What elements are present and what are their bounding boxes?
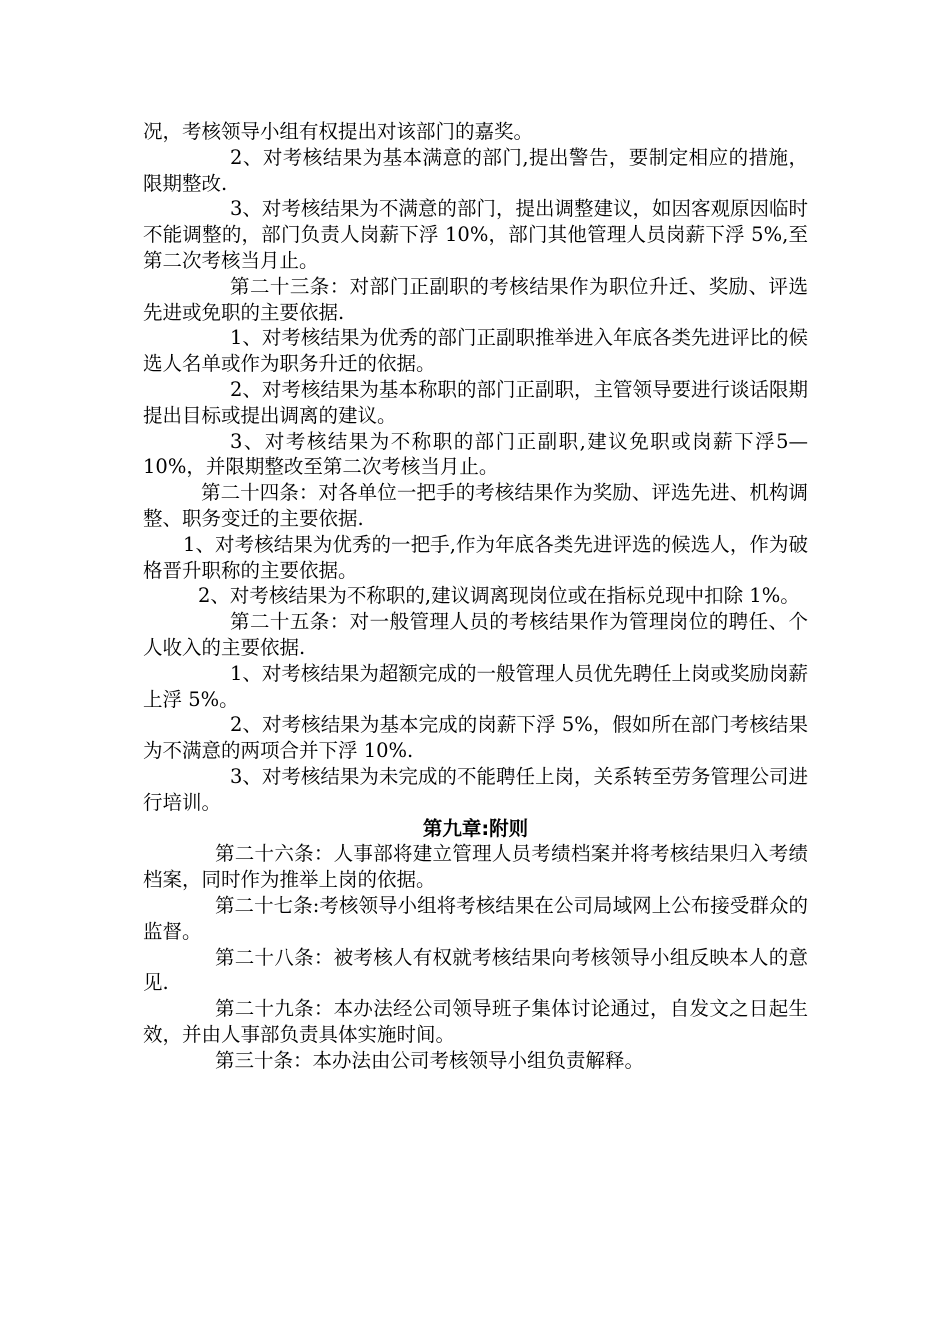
article-25: 第二十五条：对一般管理人员的考核结果作为管理岗位的聘任、个人收入的主要依据.: [143, 610, 808, 659]
chapter-heading: 第九章:附则: [422, 816, 529, 840]
article-25-item-3: 3、对考核结果为未完成的不能聘任上岗，关系转至劳务管理公司进行培训。: [143, 764, 808, 814]
document-page: [143, 119, 808, 1073]
paragraph-item-3-adjustment: 3、对考核结果为不满意的部门，提出调整建议，如因客观原因临时不能调整的，部门负责人岗薪下浮 10%，部门其他管理人员岗薪下浮 5%,至第二次考核当月止。: [143, 197, 808, 272]
article-23-item-2: 2、对考核结果为基本称职的部门正副职，主管领导要进行谈话限期提出目标或提出调离的建议。: [143, 377, 808, 427]
article-25-item-2: 2、对考核结果为基本完成的岗薪下浮 5%，假如所在部门考核结果为不满意的两项合并下浮 10%.: [143, 713, 808, 763]
article-24-item-1: 1、对考核结果为优秀的一把手,作为年底各类先进评选的候选人，作为破格晋升职称的主要依据。: [143, 532, 808, 582]
article-23-item-1: 1、对考核结果为优秀的部门正副职推举进入年底各类先进评比的候选人名单或作为职务升迁的依据。: [143, 326, 808, 376]
article-23: 第二十三条：对部门正副职的考核结果作为职位升迁、奖励、评选先进或免职的主要依据.: [143, 274, 808, 324]
article-23-item-3: 3、对考核结果为不称职的部门正副职,建议免职或岗薪下浮5—10%，并限期整改至第二次考核当月止。: [143, 429, 808, 479]
article-24-item-2: 2、对考核结果为不称职的,建议调离现岗位或在指标兑现中扣除 1%。: [198, 584, 800, 608]
article-28: 第二十八条：被考核人有权就考核结果向考核领导小组反映本人的意见.: [143, 945, 808, 995]
article-24: 第二十四条：对各单位一把手的考核结果作为奖励、评选先进、机构调整、职务变迁的主要依据.: [143, 481, 808, 530]
paragraph-item-2-warning: 2、对考核结果为基本满意的部门,提出警告，要制定相应的措施，限期整改.: [143, 145, 808, 195]
article-30: 第三十条：本办法由公司考核领导小组负责解释。: [215, 1048, 645, 1072]
article-26: 第二十六条：人事部将建立管理人员考绩档案并将考核结果归入考绩档案，同时作为推举上岗的依据。: [143, 842, 808, 892]
article-25-item-1: 1、对考核结果为超额完成的一般管理人员优先聘任上岗或奖励岗薪上浮 5%。: [143, 661, 808, 711]
article-29: 第二十九条：本办法经公司领导班子集体讨论通过，自发文之日起生效，并由人事部负责具体实施时间。: [143, 997, 808, 1046]
paragraph-continuation: 况，考核领导小组有权提出对该部门的嘉奖。: [143, 120, 534, 143]
article-27: 第二十七条:考核领导小组将考核结果在公司局域网上公布接受群众的监督。: [143, 893, 808, 943]
